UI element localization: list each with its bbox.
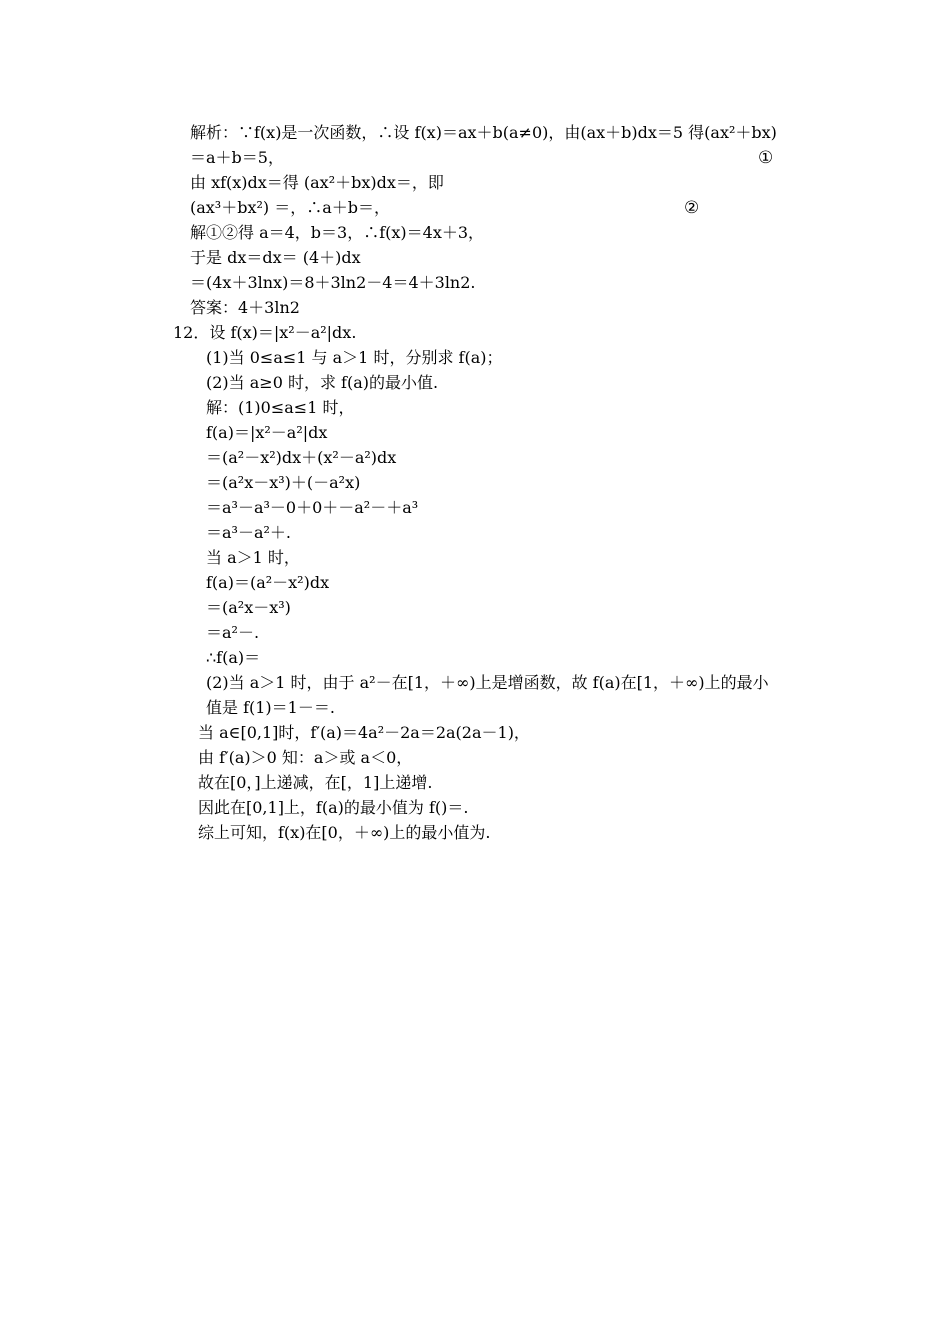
solution-12-line-7: 当 a＞1 时， [206,548,300,567]
solution-12-line-8: f(a)＝(a²－x²)dx [206,573,330,592]
problem-12-title: 12．设 f(x)＝|x²－a²|dx. [173,323,357,342]
solution-12-line-18: 综上可知，f(x)在[0，＋∞)上的最小值为. [198,823,491,842]
solution-line-1: 解析：∵f(x)是一次函数，∴设 f(x)＝ax＋b(a≠0)，由(ax＋b)dx＝5 得(ax²＋bx) [190,123,777,142]
problem-12-part-1: (1)当 0≤a≤1 与 a＞1 时，分别求 f(a)； [206,348,503,367]
solution-12-line-13: 值是 f(1)＝1－＝. [206,698,335,717]
solution-12-line-10: ＝a²－. [206,623,260,642]
solution-12-line-6: ＝a³－a²＋. [206,523,291,542]
solution-12-line-3: ＝(a²－x²)dx＋(x²－a²)dx [206,448,397,467]
solution-line-4: (ax³＋bx²) ＝，∴a＋b＝， [190,198,391,217]
solution-line-5: 解①②得 a＝4，b＝3，∴f(x)＝4x＋3， [190,223,485,242]
solution-12-line-11: ∴f(a)＝ [206,648,261,667]
solution-12-line-17: 因此在[0,1]上，f(a)的最小值为 f()＝. [198,798,469,817]
equation-marker-1: ① [758,148,774,168]
solution-line-3: 由 xf(x)dx＝得 (ax²＋bx)dx＝，即 [190,173,444,192]
problem-12-part-2: (2)当 a≥0 时，求 f(a)的最小值. [206,373,439,392]
solution-12-line-9: ＝(a²x－x³) [206,598,291,617]
solution-12-line-5: ＝a³－a³－0＋0＋－a²－＋a³ [206,498,419,517]
solution-line-2: ＝a＋b＝5， [190,148,284,167]
solution-12-line-15: 由 f′(a)＞0 知：a＞或 a＜0， [198,748,413,767]
solution-12-line-2: f(a)＝|x²－a²|dx [206,423,328,442]
solution-line-6: 于是 dx＝dx＝ (4＋)dx [190,248,361,267]
solution-12-line-4: ＝(a²x－x³)＋(－a²x) [206,473,361,492]
solution-12-line-16: 故在[0，]上递减，在[，1]上递增. [198,773,433,792]
equation-marker-2: ② [684,198,700,218]
solution-12-line-1: 解：(1)0≤a≤1 时， [206,398,355,417]
solution-line-7: ＝(4x＋3lnx)＝8＋3ln2－4＝4＋3ln2. [190,273,476,292]
solution-12-line-12: (2)当 a＞1 时，由于 a²－在[1，＋∞)上是增函数，故 f(a)在[1，＋∞)上的最小 [206,673,769,692]
answer-line: 答案：4＋3ln2 [190,298,300,317]
solution-12-line-14: 当 a∈[0,1]时，f′(a)＝4a²－2a＝2a(2a－1)， [198,723,530,742]
